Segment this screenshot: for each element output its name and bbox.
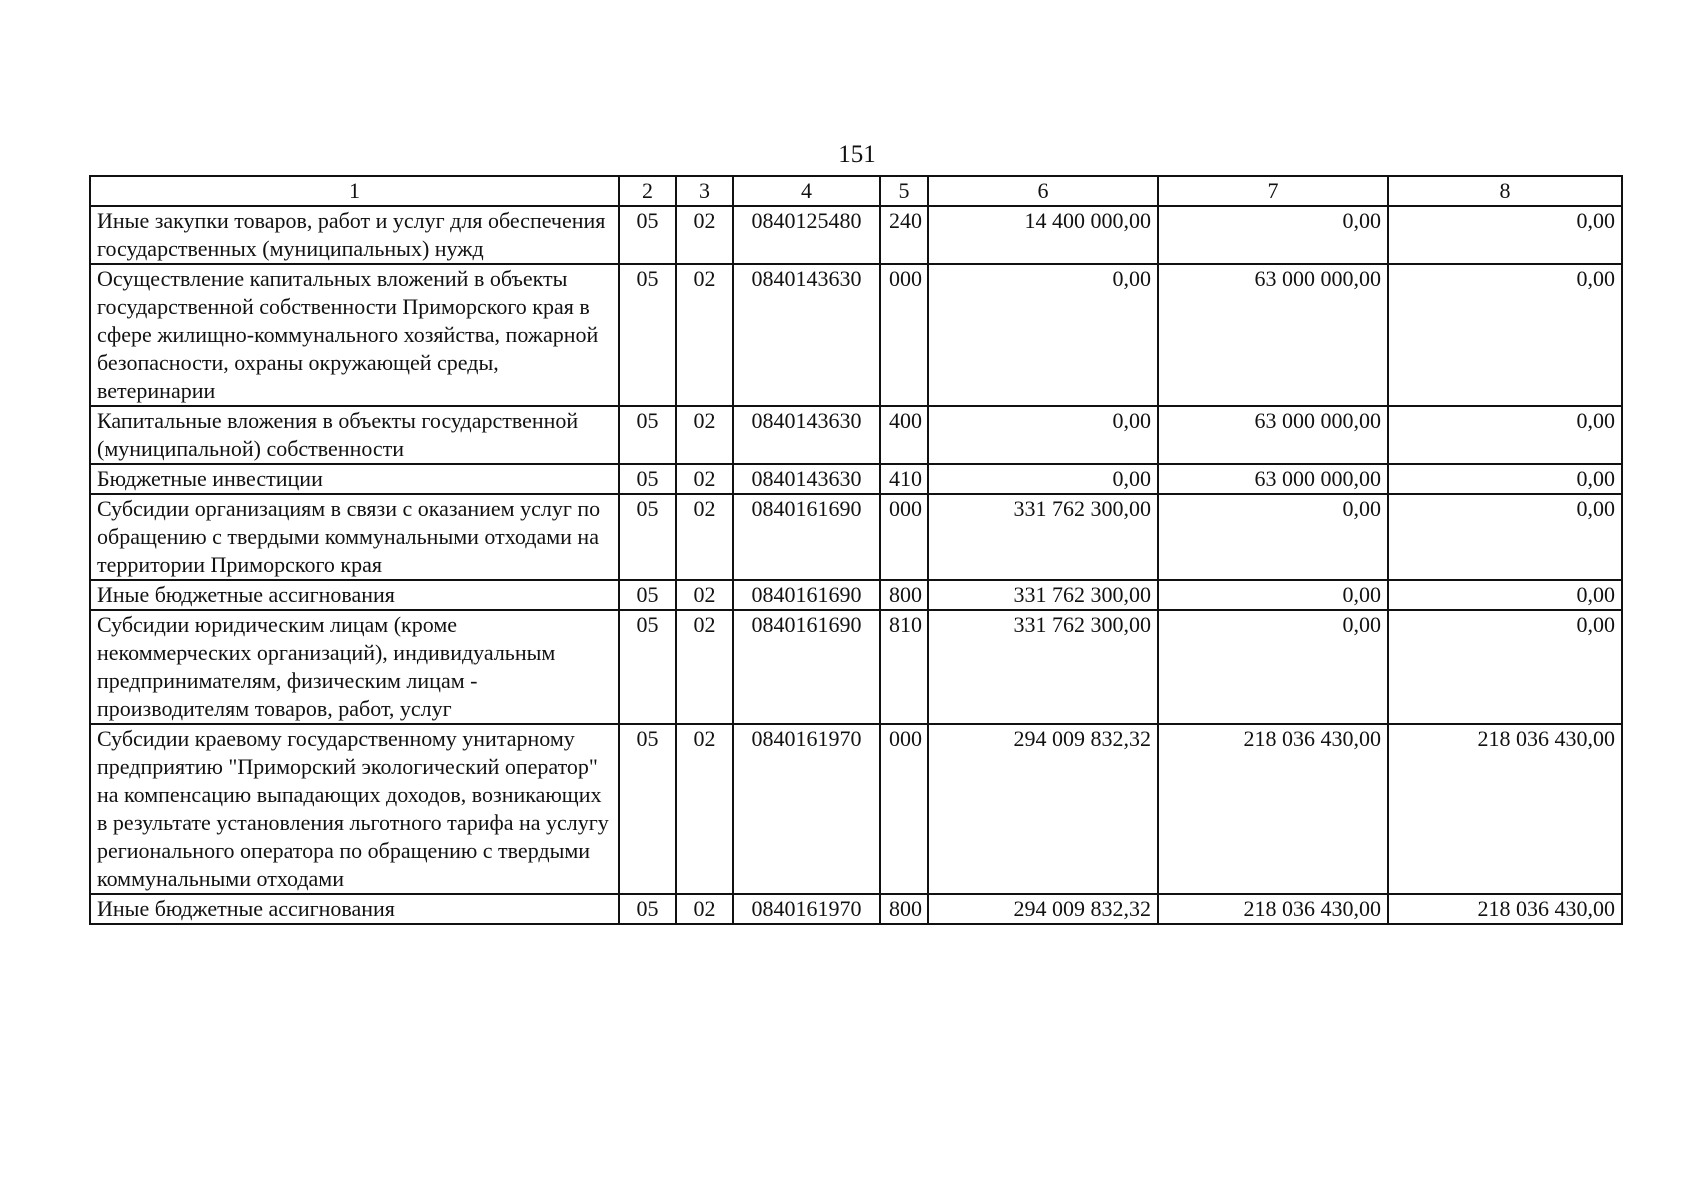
amount-col-6: 294 009 832,32 — [928, 894, 1158, 924]
table-row — [90, 206, 1622, 264]
column-header: 8 — [1388, 176, 1622, 206]
column-header: 5 — [880, 176, 928, 206]
column-header: 7 — [1158, 176, 1388, 206]
expense-type-code: 000 — [880, 724, 928, 894]
section-code: 05 — [619, 580, 676, 610]
expense-name: Капитальные вложения в объекты государственной (муниципальной) собственности — [90, 406, 619, 464]
expense-name: Бюджетные инвестиции — [90, 464, 619, 494]
amount-col-8: 0,00 — [1388, 610, 1622, 724]
expense-name: Субсидии краевому государственному унитарному предприятию "Приморский экологический оператор" на компенсацию выпадающих доходов, возникающих в результате установления льготного тарифа на услугу регионального оператора по обращению с твердыми коммунальными отходами — [90, 724, 619, 894]
target-article-code: 0840143630 — [733, 406, 880, 464]
column-header: 3 — [676, 176, 733, 206]
amount-col-7: 218 036 430,00 — [1158, 894, 1388, 924]
expense-name: Иные бюджетные ассигнования — [90, 580, 619, 610]
section-code: 05 — [619, 264, 676, 406]
subsection-code: 02 — [676, 580, 733, 610]
table-row — [90, 464, 1622, 494]
expense-type-code: 800 — [880, 580, 928, 610]
amount-col-7: 63 000 000,00 — [1158, 406, 1388, 464]
subsection-code: 02 — [676, 406, 733, 464]
column-number-row — [90, 176, 1622, 206]
expense-type-code: 410 — [880, 464, 928, 494]
table-row — [90, 724, 1622, 894]
subsection-code: 02 — [676, 494, 733, 580]
amount-col-6: 331 762 300,00 — [928, 494, 1158, 580]
amount-col-7: 0,00 — [1158, 580, 1388, 610]
table-row — [90, 264, 1622, 406]
amount-col-6: 0,00 — [928, 264, 1158, 406]
amount-col-8: 0,00 — [1388, 264, 1622, 406]
table-row — [90, 610, 1622, 724]
section-code: 05 — [619, 894, 676, 924]
table-row — [90, 406, 1622, 464]
expense-name: Осуществление капитальных вложений в объекты государственной собственности Приморского края в сфере жилищно-коммунального хозяйства, пожарной безопасности, охраны окружающей среды, ветеринарии — [90, 264, 619, 406]
amount-col-8: 0,00 — [1388, 464, 1622, 494]
amount-col-8: 218 036 430,00 — [1388, 894, 1622, 924]
expense-name: Субсидии организациям в связи с оказанием услуг по обращению с твердыми коммунальными отходами на территории Приморского края — [90, 494, 619, 580]
amount-col-6: 0,00 — [928, 464, 1158, 494]
amount-col-6: 331 762 300,00 — [928, 610, 1158, 724]
section-code: 05 — [619, 206, 676, 264]
amount-col-6: 14 400 000,00 — [928, 206, 1158, 264]
amount-col-7: 0,00 — [1158, 610, 1388, 724]
amount-col-7: 63 000 000,00 — [1158, 264, 1388, 406]
subsection-code: 02 — [676, 724, 733, 894]
expense-type-code: 000 — [880, 264, 928, 406]
target-article-code: 0840143630 — [733, 464, 880, 494]
amount-col-6: 331 762 300,00 — [928, 580, 1158, 610]
amount-col-6: 294 009 832,32 — [928, 724, 1158, 894]
amount-col-7: 218 036 430,00 — [1158, 724, 1388, 894]
amount-col-8: 0,00 — [1388, 406, 1622, 464]
target-article-code: 0840125480 — [733, 206, 880, 264]
section-code: 05 — [619, 724, 676, 894]
page-number: 151 — [838, 141, 876, 168]
expense-name: Субсидии юридическим лицам (кроме некоммерческих организаций), индивидуальным предпринимателям, физическим лицам - производителям товаров, работ, услуг — [90, 610, 619, 724]
expense-type-code: 400 — [880, 406, 928, 464]
amount-col-8: 0,00 — [1388, 206, 1622, 264]
expense-type-code: 240 — [880, 206, 928, 264]
amount-col-8: 0,00 — [1388, 494, 1622, 580]
target-article-code: 0840143630 — [733, 264, 880, 406]
amount-col-7: 0,00 — [1158, 494, 1388, 580]
target-article-code: 0840161970 — [733, 724, 880, 894]
section-code: 05 — [619, 610, 676, 724]
section-code: 05 — [619, 406, 676, 464]
target-article-code: 0840161690 — [733, 580, 880, 610]
expense-type-code: 810 — [880, 610, 928, 724]
amount-col-8: 218 036 430,00 — [1388, 724, 1622, 894]
expense-name: Иные бюджетные ассигнования — [90, 894, 619, 924]
subsection-code: 02 — [676, 206, 733, 264]
target-article-code: 0840161970 — [733, 894, 880, 924]
amount-col-6: 0,00 — [928, 406, 1158, 464]
column-header: 1 — [90, 176, 619, 206]
expense-type-code: 000 — [880, 494, 928, 580]
subsection-code: 02 — [676, 610, 733, 724]
column-header: 4 — [733, 176, 880, 206]
amount-col-8: 0,00 — [1388, 580, 1622, 610]
amount-col-7: 0,00 — [1158, 206, 1388, 264]
section-code: 05 — [619, 494, 676, 580]
target-article-code: 0840161690 — [733, 610, 880, 724]
table-row — [90, 894, 1622, 924]
column-header: 6 — [928, 176, 1158, 206]
column-header: 2 — [619, 176, 676, 206]
amount-col-7: 63 000 000,00 — [1158, 464, 1388, 494]
expense-type-code: 800 — [880, 894, 928, 924]
subsection-code: 02 — [676, 264, 733, 406]
table-row — [90, 580, 1622, 610]
target-article-code: 0840161690 — [733, 494, 880, 580]
budget-table — [89, 175, 1623, 925]
table-row — [90, 494, 1622, 580]
subsection-code: 02 — [676, 464, 733, 494]
subsection-code: 02 — [676, 894, 733, 924]
section-code: 05 — [619, 464, 676, 494]
expense-name: Иные закупки товаров, работ и услуг для обеспечения государственных (муниципальных) нужд — [90, 206, 619, 264]
